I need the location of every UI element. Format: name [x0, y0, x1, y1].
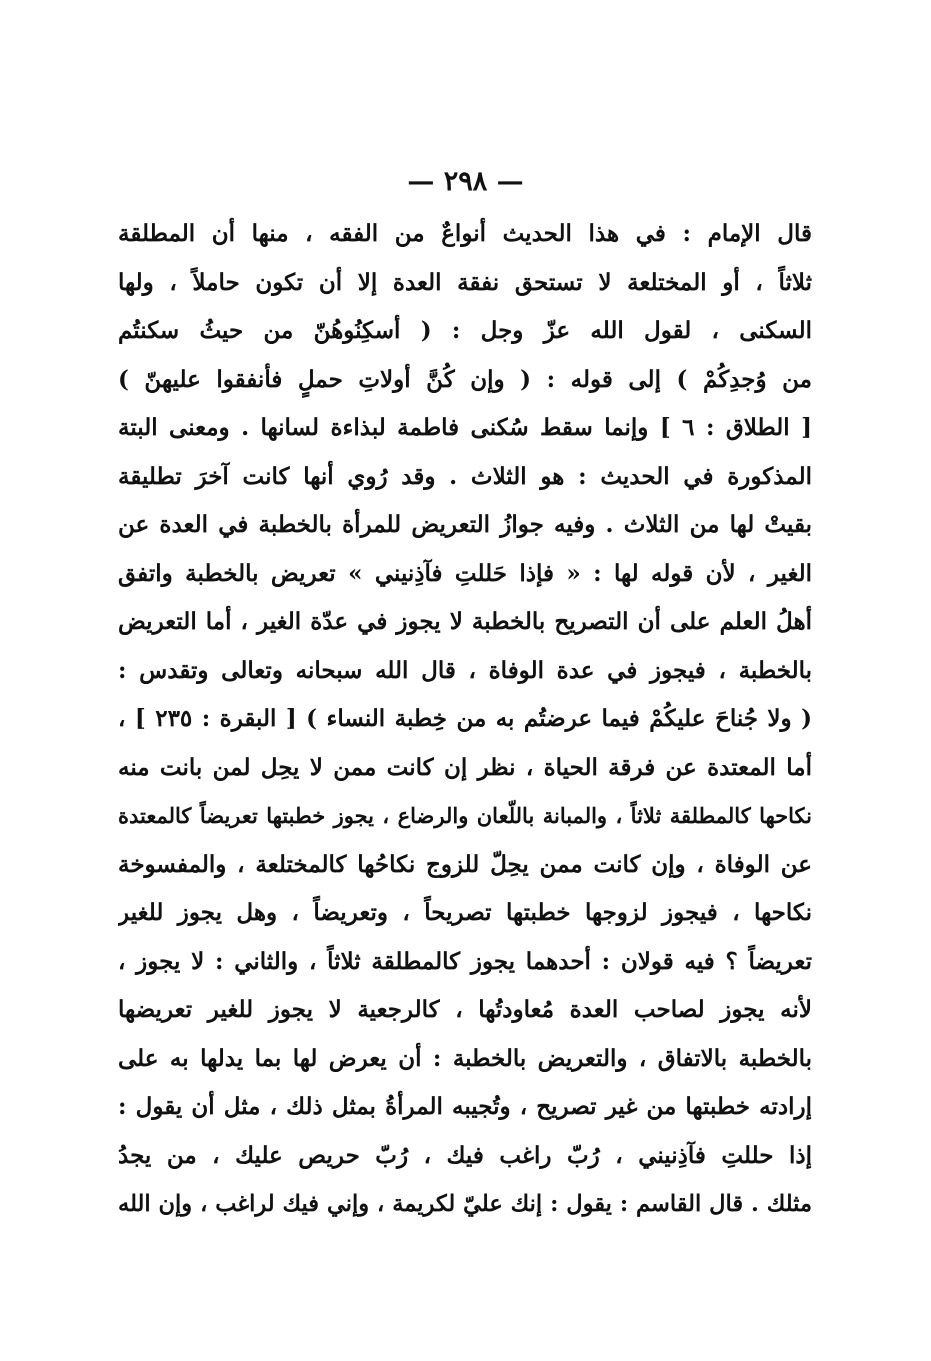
text-line: لأنه يجوز لصاحب العدة مُعاودتُها ، كالرجعية لا يجوز للغير تعريضها: [118, 996, 812, 1023]
text-line: إرادته خطبتها من غير تصريح ، وتُجيبه المرأةُ بمثل ذلك ، مثل أن يقول :: [118, 1093, 812, 1120]
body-text: [118, 210, 812, 1229]
text-line: عن الوفاة ، وإن كانت ممن يحِلّ للزوج نكاحُها كالمختلعة ، والمفسوخة: [118, 850, 812, 878]
text-line: ( ولا جُناحَ عليكُمْ فيما عرضتُم به من خِطبة النساء ) [ البقرة : ٢٣٥ ] ،: [118, 705, 812, 732]
text-line: [ الطلاق : ٦ ] وإنما سقط سُكنى فاطمة لبذاءة لسانها . ومعنى البتة: [118, 414, 812, 441]
text-line: الغير ، لأن قوله لها : « فإذا حَللتِ فآذِنيني » تعريض بالخطبة واتفق: [118, 559, 812, 587]
text-line: ثلاثاً ، أو المختلعة لا تستحق نفقة العدة إلا أن تكون حاملاً ، ولها: [118, 268, 812, 296]
text-line: تعريضاً ؟ فيه قولان : أحدهما يجوز كالمطلقة ثلاثاً ، والثاني : لا يجوز ،: [118, 947, 812, 975]
text-line: من وُجدِكُمْ ) إلى قوله : ( وإن كُنَّ أولاتِ حملٍ فأنفقوا عليهنّ ): [118, 365, 812, 393]
text-line: بالخطبة بالاتفاق ، والتعريض بالخطبة : أن يعرض لها بما يدلها به على: [118, 1044, 812, 1072]
text-line: بالخطبة ، فيجوز في عدة الوفاة ، قال الله سبحانه وتعالى وتقدس :: [118, 656, 812, 684]
page-number: — ٢٩٨ —: [407, 166, 524, 197]
text-line: المذكورة في الحديث : هو الثلاث . وقد رُوي أنها كانت آخرَ تطليقة: [118, 462, 812, 490]
text-line: إذا حللتِ فآذِنيني ، رُبّ راغب فيك ، رُبّ حريص عليك ، من يجدُ: [118, 1141, 812, 1169]
text-line: السكنى ، لقول الله عزّ وجل : ( أسكِنُوهُنّ من حيثُ سكنتُم: [118, 317, 812, 344]
text-line: نكاحها كالمطلقة ثلاثاً ، والمبانة باللّعان والرضاع ، يجوز خطبتها تعريضاً كالمعتدة: [118, 803, 812, 828]
text-line: قال الإمام : في هذا الحديث أنواعٌ من الفقه ، منها أن المطلقة: [118, 220, 812, 247]
text-line: بقيتْ لها من الثلاث . وفيه جوازُ التعريض للمرأة بالخطبة في العدة عن: [118, 511, 812, 538]
text-line: أهلُ العلم على أن التصريح بالخطبة لا يجوز في عدّة الغير ، أما التعريض: [118, 608, 812, 635]
text-line: نكاحها ، فيجوز لزوجها خطبتها تصريحاً ، وتعريضاً ، وهل يجوز للغير: [118, 899, 812, 926]
text-line: أما المعتدة عن فرقة الحياة ، نظر إن كانت ممن لا يحِل لمن بانت منه: [118, 753, 812, 781]
text-line: مثلك . قال القاسم : يقول : إنك عليّ لكريمة ، وإني فيك لراغب ، وإن الله: [118, 1191, 812, 1217]
